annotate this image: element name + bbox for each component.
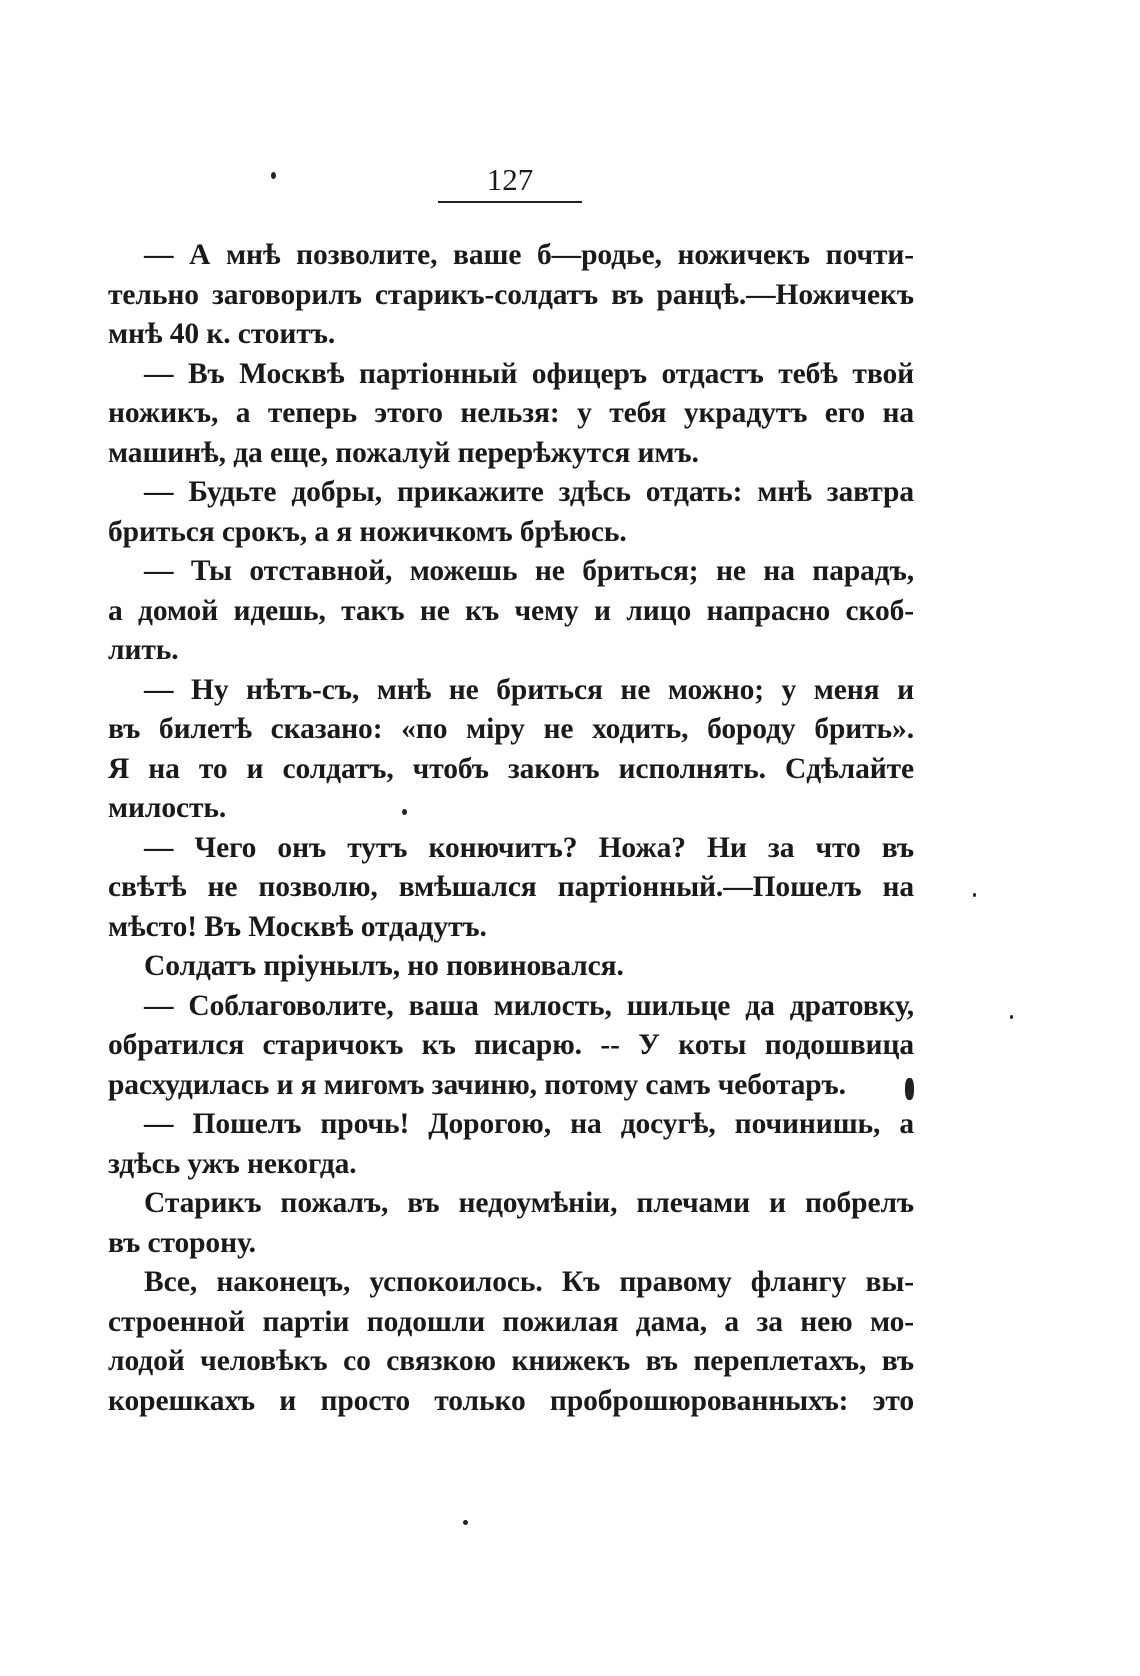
text-line: здѣсь ужъ некогда. (108, 1147, 357, 1180)
text-line: корешкахъ и просто только проброшюрованныхъ: это (108, 1384, 914, 1417)
paragraph (108, 1105, 914, 1184)
scan-speck (1010, 1015, 1013, 1019)
paragraph (108, 473, 914, 552)
text-line: обратился старичокъ къ писарю. -- У коты подошвица (108, 1029, 914, 1061)
paragraph (108, 1263, 914, 1421)
paragraph (108, 1184, 914, 1263)
text-line: ножикъ, а теперь этого нельзя: у тебя украдутъ его на (108, 397, 914, 429)
paragraph (108, 236, 914, 355)
paragraph (108, 987, 914, 1106)
page-number-rule (438, 201, 582, 203)
text-line: Я на то и солдатъ, чтобъ законъ исполнять. Сдѣлайте (108, 752, 914, 785)
paragraph (108, 552, 914, 671)
text-line: Солдатъ пріунылъ, но повиновался. (144, 950, 624, 982)
paragraph (108, 671, 914, 829)
text-line: мнѣ 40 к. стоитъ. (108, 318, 336, 350)
text-line: Старикъ пожалъ, въ недоумѣніи, плечами и побрелъ (144, 1187, 914, 1219)
body-text (108, 236, 914, 1421)
text-line: расхудилась и я мигомъ зачиню, потому самъ чеботаръ. (108, 1068, 846, 1101)
scan-speck (973, 893, 976, 897)
paragraph (108, 355, 914, 474)
scan-speck (905, 1078, 914, 1100)
text-line: — Пошелъ прочь! Дорогою, на досугѣ, починишь, а (144, 1108, 914, 1140)
paragraph (108, 947, 914, 987)
text-line: строенной партіи подошли пожилая дама, а за нею мо- (108, 1305, 914, 1338)
scan-speck (271, 172, 276, 179)
scan-speck (463, 1520, 468, 1525)
text-line: лить. (108, 634, 179, 666)
text-line: Все, наконецъ, успокоилось. Къ правому флангу вы- (144, 1266, 914, 1298)
text-line: — Соблаговолите, ваша милость, шильце да дратовку, (144, 989, 914, 1022)
text-line: бриться срокъ, а я ножичкомъ брѣюсь. (108, 515, 627, 548)
text-line: машинѣ, да еще, пожалуй перерѣжутся имъ. (108, 436, 699, 469)
text-line: въ билетѣ сказано: «по міру не ходить, бороду брить». (108, 713, 914, 745)
text-line: — Будьте добры, прикажите здѣсь отдать: мнѣ завтра (144, 476, 914, 508)
text-line: — Въ Москвѣ партіонный офицеръ отдастъ тебѣ твой (144, 357, 914, 390)
text-line: — Ну нѣтъ-съ, мнѣ не бриться не можно; у меня и (144, 673, 914, 706)
text-line: мѣсто! Въ Москвѣ отдадутъ. (108, 910, 487, 943)
text-line: милость. (108, 792, 227, 824)
text-line: — Ты отставной, можешь не бриться; не на парадъ, (144, 555, 914, 587)
text-line: свѣтѣ не позволю, вмѣшался партіонный.—Пошелъ на (108, 871, 914, 903)
text-line: — Чего онъ тутъ конючитъ? Ножа? Ни за что въ (144, 831, 914, 864)
text-line: лодой человѣкъ со связкою книжекъ въ переплетахъ, въ (108, 1345, 914, 1377)
text-line: — А мнѣ позволите, ваше б—родье, ножичекъ почти- (144, 239, 914, 271)
text-line: въ сторону. (108, 1226, 256, 1259)
text-line: а домой идешь, такъ не къ чему и лицо напрасно скоб- (108, 594, 914, 627)
paragraph (108, 829, 914, 948)
scan-speck (402, 809, 407, 815)
page-number: 127 (486, 162, 534, 197)
text-line: тельно заговорилъ старикъ-солдатъ въ ранцѣ.—Ножичекъ (108, 278, 914, 311)
